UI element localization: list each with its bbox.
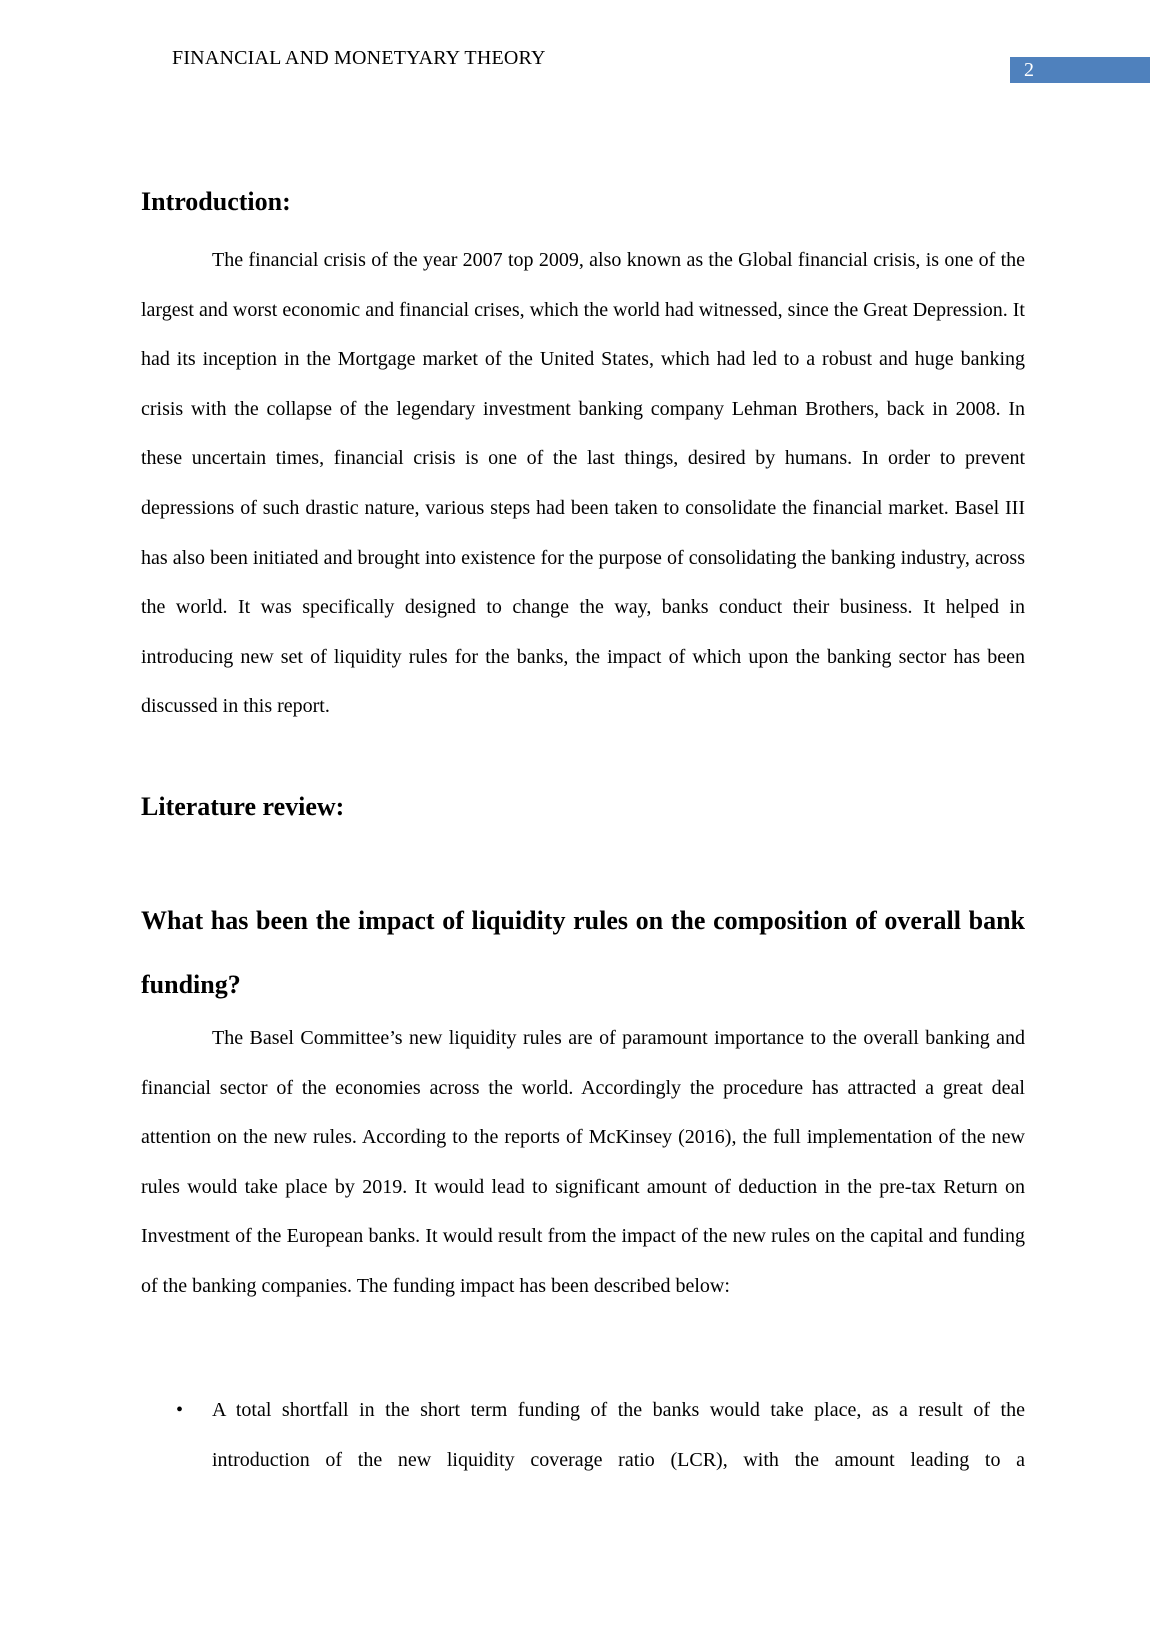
- running-head: FINANCIAL AND MONETYARY THEORY: [172, 47, 546, 69]
- page-number: 2: [1010, 57, 1150, 83]
- research-question-heading: What has been the impact of liquidity rules on the composition of overall bank funding?: [141, 906, 1025, 999]
- bullet-icon: •: [176, 1399, 184, 1421]
- introduction-heading: Introduction:: [141, 187, 291, 216]
- introduction-paragraph: The financial crisis of the year 2007 top 2009, also known as the Global financial crisis, is one of the largest and worst economic and financial crises, which the world had witnessed, since the Great Depression. It had its inception in the Mortgage market of the United States, which had led to a robust and huge banking crisis with the collapse of the legendary investment banking company Lehman Brothers, back in 2008. In these uncertain times, financial crisis is one of the last things, desired by humans. In order to prevent depressions of such drastic nature, various steps had been taken to consolidate the financial market. Basel III has also been initiated and brought into existence for the purpose of consolidating the banking industry, across the world. It was specifically designed to change the way, banks conduct their business. It helped in introducing new set of liquidity rules for the banks, the impact of which upon the banking sector has been discussed in this report.: [141, 249, 1025, 718]
- bullet-text: A total shortfall in the short term funding of the banks would take place, as a result of the introduction of the new liquidity coverage ratio (LCR), with the amount leading to a: [212, 1399, 1025, 1471]
- literature-review-heading: Literature review:: [141, 792, 345, 821]
- literature-review-paragraph: The Basel Committee’s new liquidity rules are of paramount importance to the overall banking and financial sector of the economies across the world. Accordingly the procedure has attracted a great deal attention on the new rules. According to the reports of McKinsey (2016), the full implementation of the new rules would take place by 2019. It would lead to significant amount of deduction in the pre-tax Return on Investment of the European banks. It would result from the impact of the new rules on the capital and funding of the banking companies. The funding impact has been described below:: [141, 1027, 1025, 1297]
- list-item: [141, 1386, 1025, 1485]
